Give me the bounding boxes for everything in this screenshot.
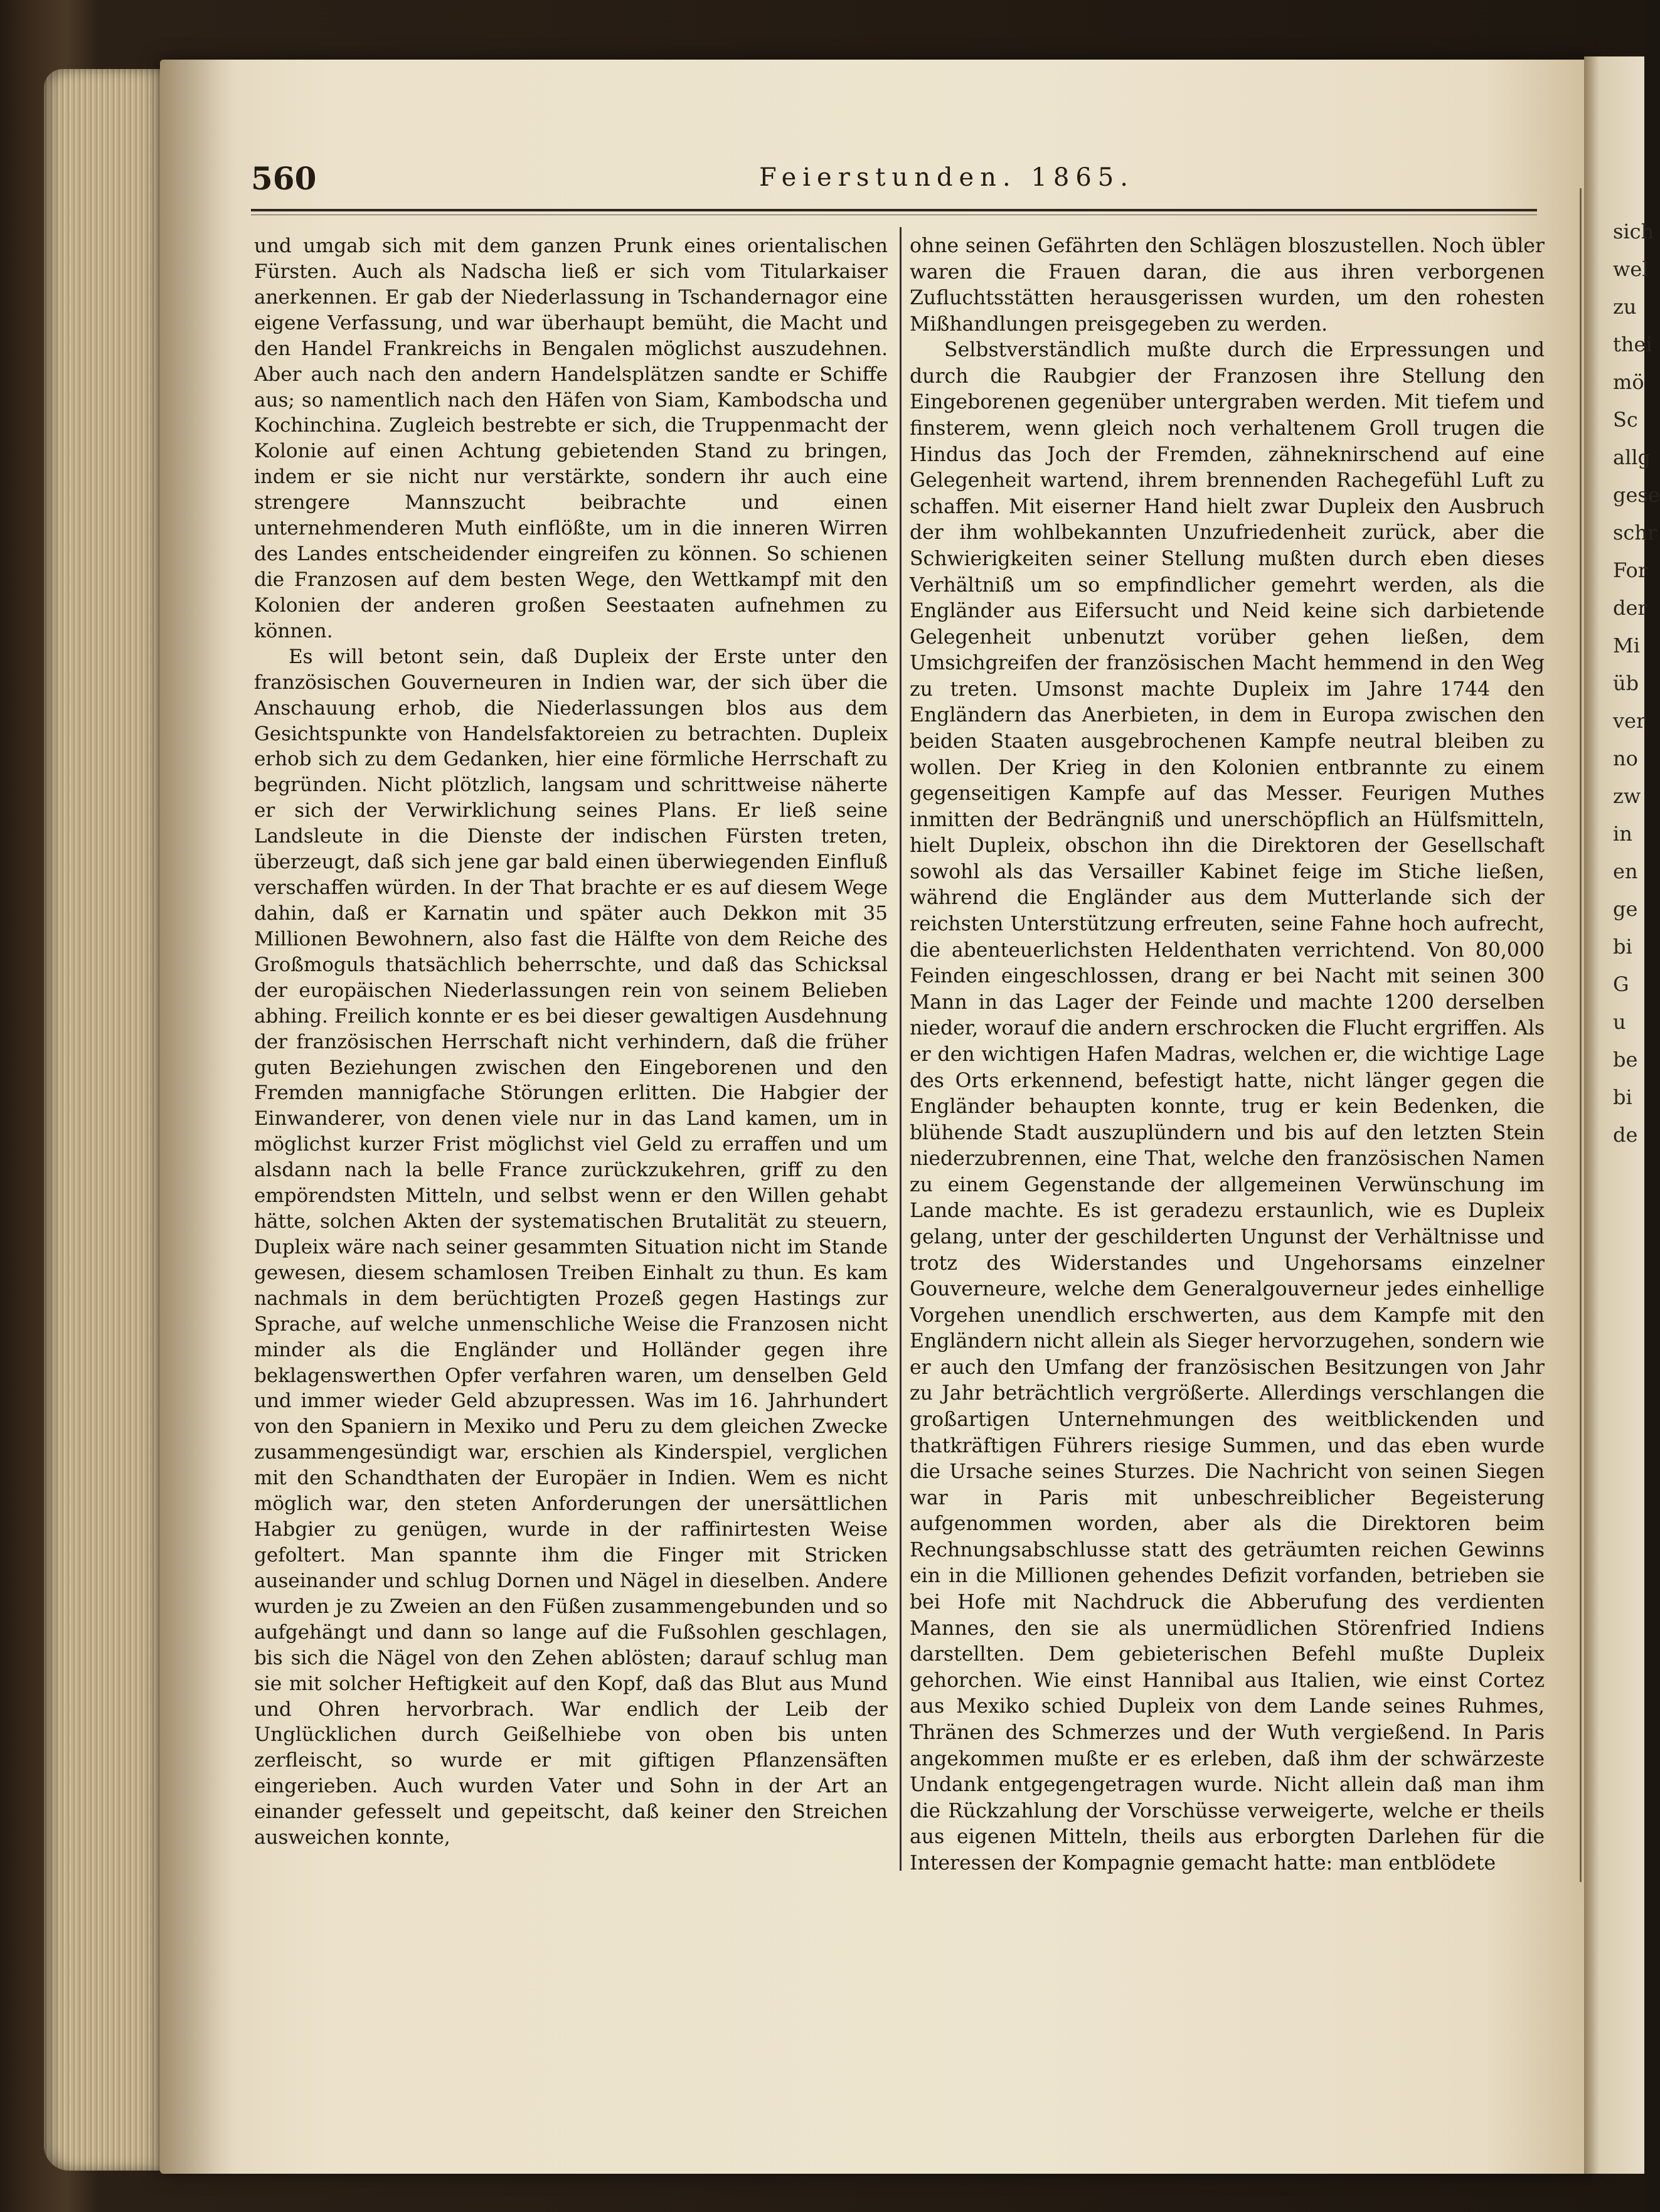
left-column bbox=[254, 233, 888, 1851]
facing-page-fragment: be bbox=[1613, 1048, 1638, 1071]
facing-page-fragment: sich bbox=[1613, 220, 1654, 243]
facing-page-fragment: bi bbox=[1613, 935, 1632, 959]
running-title: Feierstunden. 1865. bbox=[759, 163, 1134, 192]
header-rule bbox=[251, 209, 1537, 211]
facing-page-edge bbox=[1584, 56, 1660, 2174]
facing-page-fragment: der bbox=[1613, 596, 1647, 620]
facing-page-fragment: schr bbox=[1613, 521, 1657, 545]
facing-page-fragment: zw bbox=[1613, 784, 1641, 808]
facing-page-fragment: wel bbox=[1613, 257, 1649, 281]
facing-page-fragment: u bbox=[1613, 1010, 1626, 1034]
facing-page-fragment: Mi bbox=[1613, 634, 1640, 657]
facing-page-fragment: thei bbox=[1613, 332, 1652, 356]
paragraph: Es will betont sein, daß Dupleix der Erste unter den französischen Gouverneuren in Indien war, der sich über die Anschauung erhob, die Niederlassungen blos aus dem Gesichtspunkte von Handelsfaktoreien zu betrachten. Dupleix erhob sich zu dem Gedanken, hier eine förmliche Herrschaft zu begründen. Nicht plötzlich, langsam und schrittweise näherte er sich der Verwirklichung seines Plans. Er ließ seine Landsleute in die Dienste der indischen Fürsten treten, überzeugt, daß sich jene gar bald einen überwiegenden Einfluß verschaffen würden. In der That brachte er es auf diesem Wege dahin, daß er Karnatin und später auch Dekkon mit 35 Millionen Bewohnern, also fast die Hälfte von dem Reiche des Großmoguls thatsächlich beherrschte, und daß das Schicksal der europäischen Niederlassungen rein von seinem Belieben abhing. Freilich konnte er es bei dieser gewaltigen Ausdehnung der französischen Herrschaft nicht verhindern, daß die früher guten Beziehungen zwischen den Eingeborenen und den Fremden mannigfache Störungen erlitten. Die Habgier der Einwanderer, von denen viele nur in das Land kamen, um in möglichst kurzer Frist möglichst viel Geld zu erraffen und um alsdann nach la belle France zurückzukehren, griff zu den empörendsten Mitteln, und selbst wenn er den Willen gehabt hätte, solchen Akten der systematischen Brutalität zu steuern, Dupleix wäre nach seiner gesammten Situation nicht im Stande gewesen, diesem schamlosen Treiben Einhalt zu thun. Es kam nachmals in dem berüchtigten Prozeß gegen Hastings zur Sprache, auf welche unmenschliche Weise die Franzosen nicht minder als die Engländer und Holländer gegen ihre beklagenswerthen Opfer verfahren waren, um denselben Geld und immer wieder Geld abzupressen. Was im 16. Jahrhundert von den Spaniern in Mexiko und Peru zu dem gleichen Zwecke zusammengesündigt war, erschien als Kinderspiel, verglichen mit den Schandthaten der Europäer in Indien. Wem es nicht möglich war, den steten Anforderungen der unersättlichen Habgier zu genügen, wurde in der raffinirtesten Weise gefoltert. Man spannte ihm die Finger mit Stricken auseinander und schlug Dornen und Nägel in dieselben. Andere wurden je zu Zweien an den Füßen zusammengebunden und so aufgehängt und dann so lange auf die Fußsohlen geschlagen, bis sich die Nägel von den Zehen ablösten; darauf schlug man sie mit solcher Heftigkeit auf den Kopf, daß das Blut aus Mund und Ohren hervorbrach. War endlich der Leib der Unglücklichen durch Geißelhiebe von oben bis unten zerfleischt, so wurde er mit giftigen Pflanzensäften eingerieben. Auch wurden Vater und Sohn in der Art an einander gefesselt und gepeitscht, daß keiner den Streichen ausweichen konnte, bbox=[254, 645, 888, 1849]
paragraph: ohne seinen Gefährten den Schlägen bloszustellen. Noch übler waren die Frauen daran, die aus ihren verborgenen Zufluchtsstätten herausgerissen wurden, um den rohesten Mißhandlungen preisgegeben zu werden. bbox=[910, 235, 1545, 336]
facing-page-fragment: üb bbox=[1613, 671, 1639, 695]
column-divider bbox=[900, 227, 902, 1871]
facing-page-fragment: no bbox=[1613, 747, 1638, 770]
facing-page-fragment: en bbox=[1613, 859, 1638, 883]
facing-page-fragment: in bbox=[1613, 822, 1632, 846]
paragraph: und umgab sich mit dem ganzen Prunk eines orientalischen Fürsten. Auch als Nadscha ließ er sich vom Titularkaiser anerkennen. Er gab der Niederlassung in Tschandernagor eine eigene Verfassung, und war überhaupt bemüht, die Macht und den Handel Frankreichs in Bengalen möglichst auszudehnen. Aber auch nach den andern Handelsplätzen sandte er Schiffe aus; so namentlich nach den Häfen von Siam, Kambodscha und Kochinchina. Zugleich bestrebte er sich, die Truppenmacht der Kolonie auf einen Achtung gebietenden Stand zu bringen, indem er sie nicht nur verstärkte, sondern ihr auch eine strengere Mannszucht beibrachte und einen unternehmenderen Muth einflößte, um in die inneren Wirren des Landes entscheidender eingreifen zu können. So schienen die Franzosen auf dem besten Wege, den Wettkampf mit den Kolonien der anderen großen Seestaaten aufnehmen zu können. bbox=[254, 235, 888, 642]
facing-page-fragment: ge bbox=[1613, 897, 1638, 921]
facing-page-fragment: zu bbox=[1613, 295, 1637, 319]
facing-page-fragment: G bbox=[1613, 972, 1629, 996]
facing-page-fragment: de bbox=[1613, 1123, 1638, 1147]
page-number: 560 bbox=[251, 160, 317, 197]
facing-page-fragment: For bbox=[1613, 558, 1648, 582]
facing-page-fragment: ver bbox=[1613, 709, 1646, 733]
facing-page-fragment: gese bbox=[1613, 483, 1660, 507]
page-curvature-shadow bbox=[160, 60, 235, 2174]
facing-page-fragment: allg bbox=[1613, 445, 1651, 469]
facing-page-fragment: bi bbox=[1613, 1085, 1632, 1109]
right-column bbox=[910, 233, 1545, 1876]
facing-page-fragment: mö bbox=[1613, 370, 1644, 394]
gutter-shadow bbox=[1580, 188, 1582, 1882]
facing-page-fragment: Sc bbox=[1613, 408, 1638, 432]
paragraph: Selbstverständlich mußte durch die Erpressungen und durch die Raubgier der Franzosen ihre Stellung den Eingeborenen gegenüber untergraben werden. Mit tiefem und finsterem, wenn gleich noch verhaltenem Groll trugen die Hindus das Joch der Fremden, zähneknirschend auf eine Gelegenheit wartend, ihrem brennenden Rachegefühl Luft zu schaffen. Mit eiserner Hand hielt zwar Dupleix den Ausbruch der ihm wohlbekannten Unzufriedenheit zurück, aber die Schwierigkeiten seiner Stellung mußten durch eben dieses Verhältniß um so empfindlicher gemehrt werden, als die Engländer aus Eifersucht und Neid keine sich darbietende Gelegenheit unbenutzt vorüber gehen ließen, dem Umsichgreifen der französischen Macht hemmend in den Weg zu treten. Umsonst machte Dupleix im Jahre 1744 den Engländern das Anerbieten, in dem in Europa zwischen den beiden Staaten ausgebrochenen Kampfe neutral bleiben zu wollen. Der Krieg in den Kolonien entbrannte zu einem gegenseitigen Kampfe auf das Messer. Feurigen Muthes inmitten der Bedrängniß und unerschöpflich an Hülfsmitteln, hielt Dupleix, obschon ihn die Direktoren der Gesellschaft sowohl als das Versailler Kabinet feige im Stiche ließen, während die Engländer aus dem Mutterlande sich der reichsten Unterstützung erfreuten, seine Fahne hoch aufrecht, die abenteuerlichsten Heldenthaten verrichtend. Von 80,000 Feinden eingeschlossen, drang er bei Nacht mit seinen 300 Mann in das Lager der Feinde und machte 1200 derselben nieder, worauf die andern erschrocken die Flucht ergriffen. Als er den wichtigen Hafen Madras, welchen er, die wichtige Lage des Orts erkennend, befestigt hatte, nicht länger gegen die Engländer behaupten konnte, trug er kein Bedenken, die blühende Stadt auszuplündern und bis auf den letzten Stein niederzubrennen, eine That, welche den französischen Namen zu einem Gegenstande der allgemeinen Verwünschung im Lande machte. Es ist geradezu erstaunlich, wie es Dupleix gelang, unter der geschilderten Ungunst der Verhältnisse und trotz des Widerstandes und Ungehorsams einzelner Gouverneure, welche dem Generalgouverneur jedes einhellige Vorgehen unendlich erschwerten, aus dem Kampfe mit den Engländern nicht allein als Sieger hervorzugehen, sondern wie er auch den Umfang der französischen Besitzungen von Jahr zu Jahr beträchtlich vergrößerte. Allerdings verschlangen die großartigen Unternehmungen des weitblickenden und thatkräftigen Führers riesige Summen, und das eben wurde die Ursache seines Sturzes. Die Nachricht von seinen Siegen war in Paris mit unbeschreiblicher Begeisterung aufgenommen worden, aber als die Direktoren beim Rechnungsabschlusse statt des geträumten reichen Gewinns ein in die Millionen gehendes Defizit vorfanden, betrieben sie bei Hofe mit Nachdruck die Abberufung des verdienten Mannes, den sie als unermüdlichen Störenfried Indiens darstellten. Dem gebieterischen Befehl mußte Dupleix gehorchen. Wie einst Hannibal aus Italien, wie einst Cortez aus Mexiko schied Dupleix von dem Lande seines Ruhmes, Thränen des Schmerzes und der Wuth vergießend. In Paris angekommen mußte er es erleben, daß ihm der schwärzeste Undank entgegengetragen wurde. Nicht allein daß man ihm die Rückzahlung der Vorschüsse verweigerte, welche er theils aus eigenen Mitteln, theils aus erborgten Darlehen für die Interessen der Kompagnie gemacht hatte: man entblödete bbox=[910, 339, 1545, 1874]
